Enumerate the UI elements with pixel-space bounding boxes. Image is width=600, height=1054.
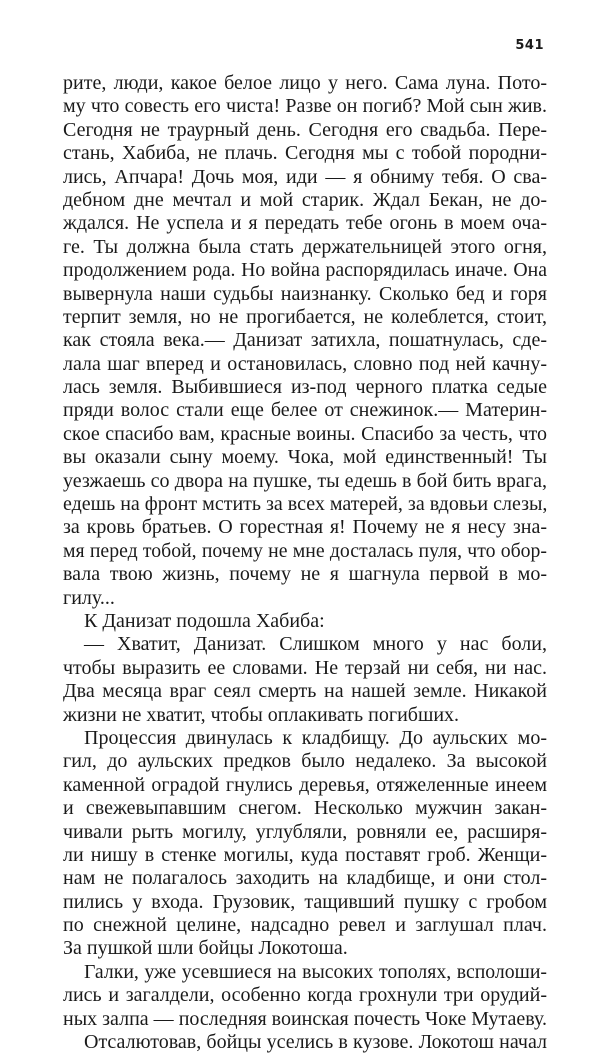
text-line: му что совесть его чиста! Разве он погиб? Мой сын жив.	[63, 95, 547, 118]
text-line: терпит земля, но не прогибается, не колеблется, стоит,	[63, 305, 547, 328]
text-line: вывернула наши судьбы наизнанку. Сколько бед и горя	[63, 282, 547, 305]
text-line: пились у входа. Грузовик, тащивший пушку с гробом	[63, 890, 547, 913]
text-line: дебном дне мечтал и мой старик. Ждал Бекан, не до-	[63, 188, 547, 211]
text-line: ское спасибо вам, красные воины. Спасибо за честь, что	[63, 422, 547, 445]
text-line: лись и загалдели, особенно когда грохнули три орудий-	[63, 984, 547, 1007]
text-line: ге. Ты должна была стать держательницей этого огня,	[63, 235, 547, 258]
text-line: лась земля. Выбившиеся из-под черного платка седые	[63, 376, 547, 399]
text-line: ных залпа — последняя воинская почесть Чоке Мутаеву.	[63, 1007, 547, 1030]
text-line: по снежной целине, надсадно ревел и заглушал плач.	[63, 914, 547, 937]
text-line: как стояла века.— Данизат затихла, пошатнулась, сде-	[63, 329, 547, 352]
text-line: Процессия двинулась к кладбищу. До аульских мо-	[84, 726, 547, 749]
text-line: Галки, уже усевшиеся на высоких тополях, всполоши-	[84, 960, 547, 983]
text-line: Сегодня не траурный день. Сегодня его свадьба. Пере-	[63, 118, 547, 141]
text-line: За пушкой шли бойцы Локотоша.	[63, 937, 348, 960]
body-text	[63, 72, 547, 1054]
text-line: жизни не хватит, чтобы оплакивать погибших.	[63, 703, 460, 726]
text-line: чтобы выразить ее словами. Не терзай ни себя, ни нас.	[63, 656, 547, 679]
text-line: продолжением рода. Но война распорядилась иначе. Она	[63, 259, 547, 282]
text-line: уезжаешь со двора на пушке, ты едешь в бой бить врага,	[63, 469, 547, 492]
text-line: — Хватит, Данизат. Слишком много у нас боли,	[84, 633, 547, 656]
text-line: лись, Апчара! Дочь моя, иди — я обниму тебя. О сва-	[63, 165, 547, 188]
text-line: гил, до аульских предков было недалеко. За высокой	[63, 750, 547, 773]
text-line: гилу...	[63, 586, 115, 609]
text-line: едешь на фронт мстить за всех матерей, за вдовьи слезы,	[63, 493, 548, 516]
text-line: Отсалютовав, бойцы уселись в кузове. Локотош начал	[84, 1031, 547, 1054]
text-line: ли нишу в стенке могилы, куда поставят гроб. Женщи-	[63, 843, 547, 866]
page-number: 541	[515, 38, 544, 53]
text-line: вала твою жизнь, почему не я шагнула первой в мо-	[63, 563, 547, 586]
text-line: чивали рыть могилу, углубляли, ровняли ее, расширя-	[63, 820, 547, 843]
text-line: мя перед тобой, почему не мне досталась пуля, что обор-	[63, 539, 547, 562]
text-line: пряди волос стали еще белее от снежинок.— Материн-	[63, 399, 547, 422]
text-line: ждался. Не успела и я передать тебе огонь в моем оча-	[63, 212, 547, 235]
text-line: Два месяца враг сеял смерть на нашей земле. Никакой	[63, 680, 547, 703]
text-line: каменной оградой гнулись деревья, отяжеленные инеем	[63, 773, 547, 796]
text-line: за кровь братьев. О горестная я! Почему не я несу зна-	[63, 516, 547, 539]
text-line: и свежевыпавшим снегом. Несколько мужчин закан-	[63, 797, 547, 820]
text-line: нам не полагалось заходить на кладбище, и они стол-	[63, 867, 547, 890]
text-line: вы оказали сыну моему. Чока, мой единственный! Ты	[63, 446, 547, 469]
text-line: рите, люди, какое белое лицо у него. Сама луна. Пото-	[63, 72, 547, 94]
text-line: К Данизат подошла Хабиба:	[84, 609, 325, 632]
text-line: лала шаг вперед и остановилась, словно под ней качну-	[63, 352, 547, 375]
text-line: стань, Хабиба, не плачь. Сегодня мы с тобой породни-	[63, 142, 547, 165]
